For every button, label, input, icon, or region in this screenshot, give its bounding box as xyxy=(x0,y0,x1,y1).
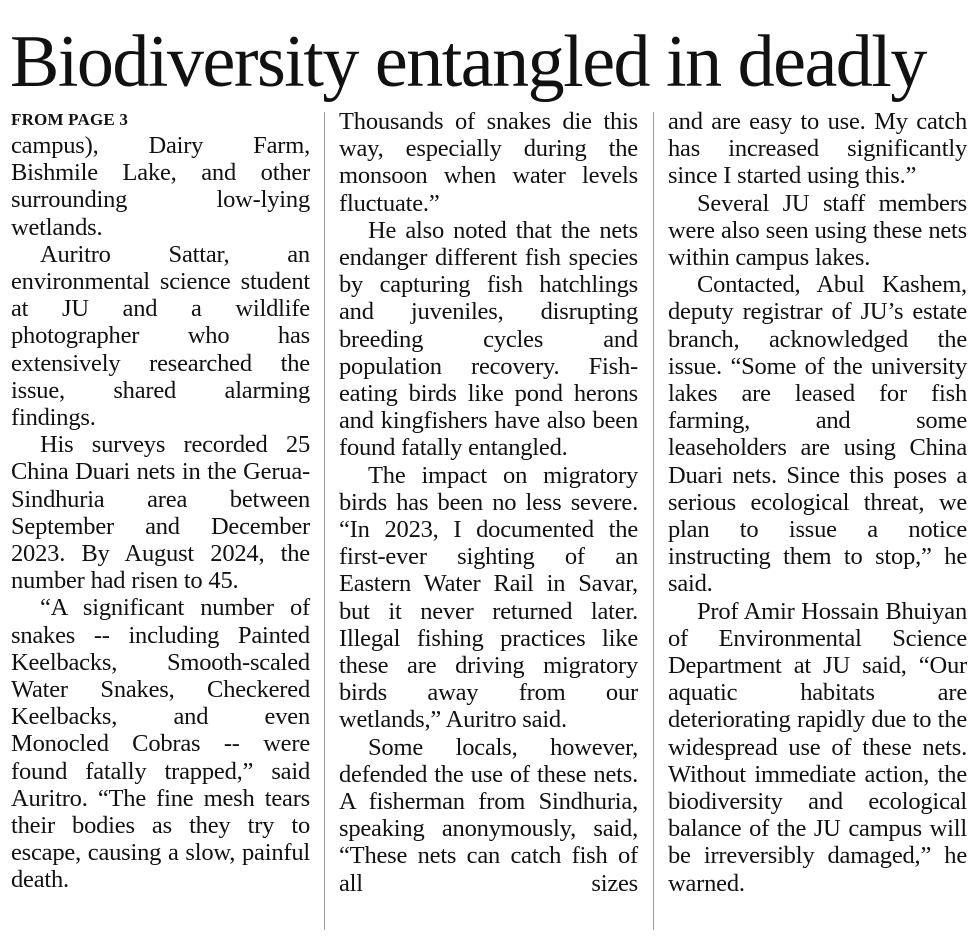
column-divider xyxy=(324,112,325,930)
paragraph: Several JU staff members were also seen using these nets within campus lakes. xyxy=(668,189,967,272)
paragraph: The impact on migratory birds has been no less severe. “In 2023, I documented the first-ever sighting of an Eastern Water Rail in Savar, but it never returned later. Illegal fishing practices like these are driving migratory birds away from our wetlands,” Auritro said. xyxy=(339,461,638,734)
paragraph: Some locals, however, defended the use of these nets. A fisherman from Sindhuria, speaking anonymously, said, “These nets can catch fish of all sizes xyxy=(339,733,638,897)
paragraph: Auritro Sattar, an environmental science student at JU and a wildlife photographer who has extensively researched the issue, shared alarming findings. xyxy=(11,240,310,432)
paragraph: Contacted, Abul Kashem, deputy registrar of JU’s estate branch, acknowledged the issue. “Some of the university lakes are leased for fish farming, and some leaseholders are using China Duari nets. Since this poses a serious ecological threat, we plan to issue a notice instructing them to stop,” he said. xyxy=(668,271,967,598)
paragraph: He also noted that the nets endanger different fish species by capturing fish hatchlings and juveniles, disrupting breeding cycles and population recovery. Fish-eating birds like pond herons and kingfishers have also been found fatally entangled. xyxy=(339,216,638,462)
paragraph: Prof Amir Hossain Bhuiyan of Environmental Science Department at JU said, “Our aquatic habitats are deteriorating rapidly due to the widespread use of these nets. Without immediate action, the biodiversity and ecological balance of the JU campus will be irreversibly damaged,” he warned. xyxy=(668,597,967,897)
dateline: FROM PAGE 3 xyxy=(11,110,129,129)
article-column-3 xyxy=(668,108,967,897)
paragraph: and are easy to use. My catch has increased significantly since I started using this.” xyxy=(668,108,967,190)
article-column-2 xyxy=(339,108,638,897)
headline: Biodiversity entangled in deadly xyxy=(10,21,926,103)
paragraph: His surveys recorded 25 China Duari nets in the Gerua-Sindhuria area between September and December 2023. By August 2024, the number had risen to 45. xyxy=(11,431,310,595)
article-column-1 xyxy=(11,108,310,894)
paragraph: “A significant number of snakes -- including Painted Keelbacks, Smooth-scaled Water Snakes, Checkered Keelbacks, and even Monocled Cobras -- were found fatally trapped,” said Auritro. “The fine mesh tears their bodies as they try to escape, causing a slow, painful death. xyxy=(11,594,310,894)
paragraph: campus), Dairy Farm, Bishmile Lake, and other surrounding low-lying wetlands. xyxy=(11,132,310,241)
paragraph: Thousands of snakes die this way, especially during the monsoon when water levels fluctuate.” xyxy=(339,108,638,217)
column-divider xyxy=(653,112,654,930)
